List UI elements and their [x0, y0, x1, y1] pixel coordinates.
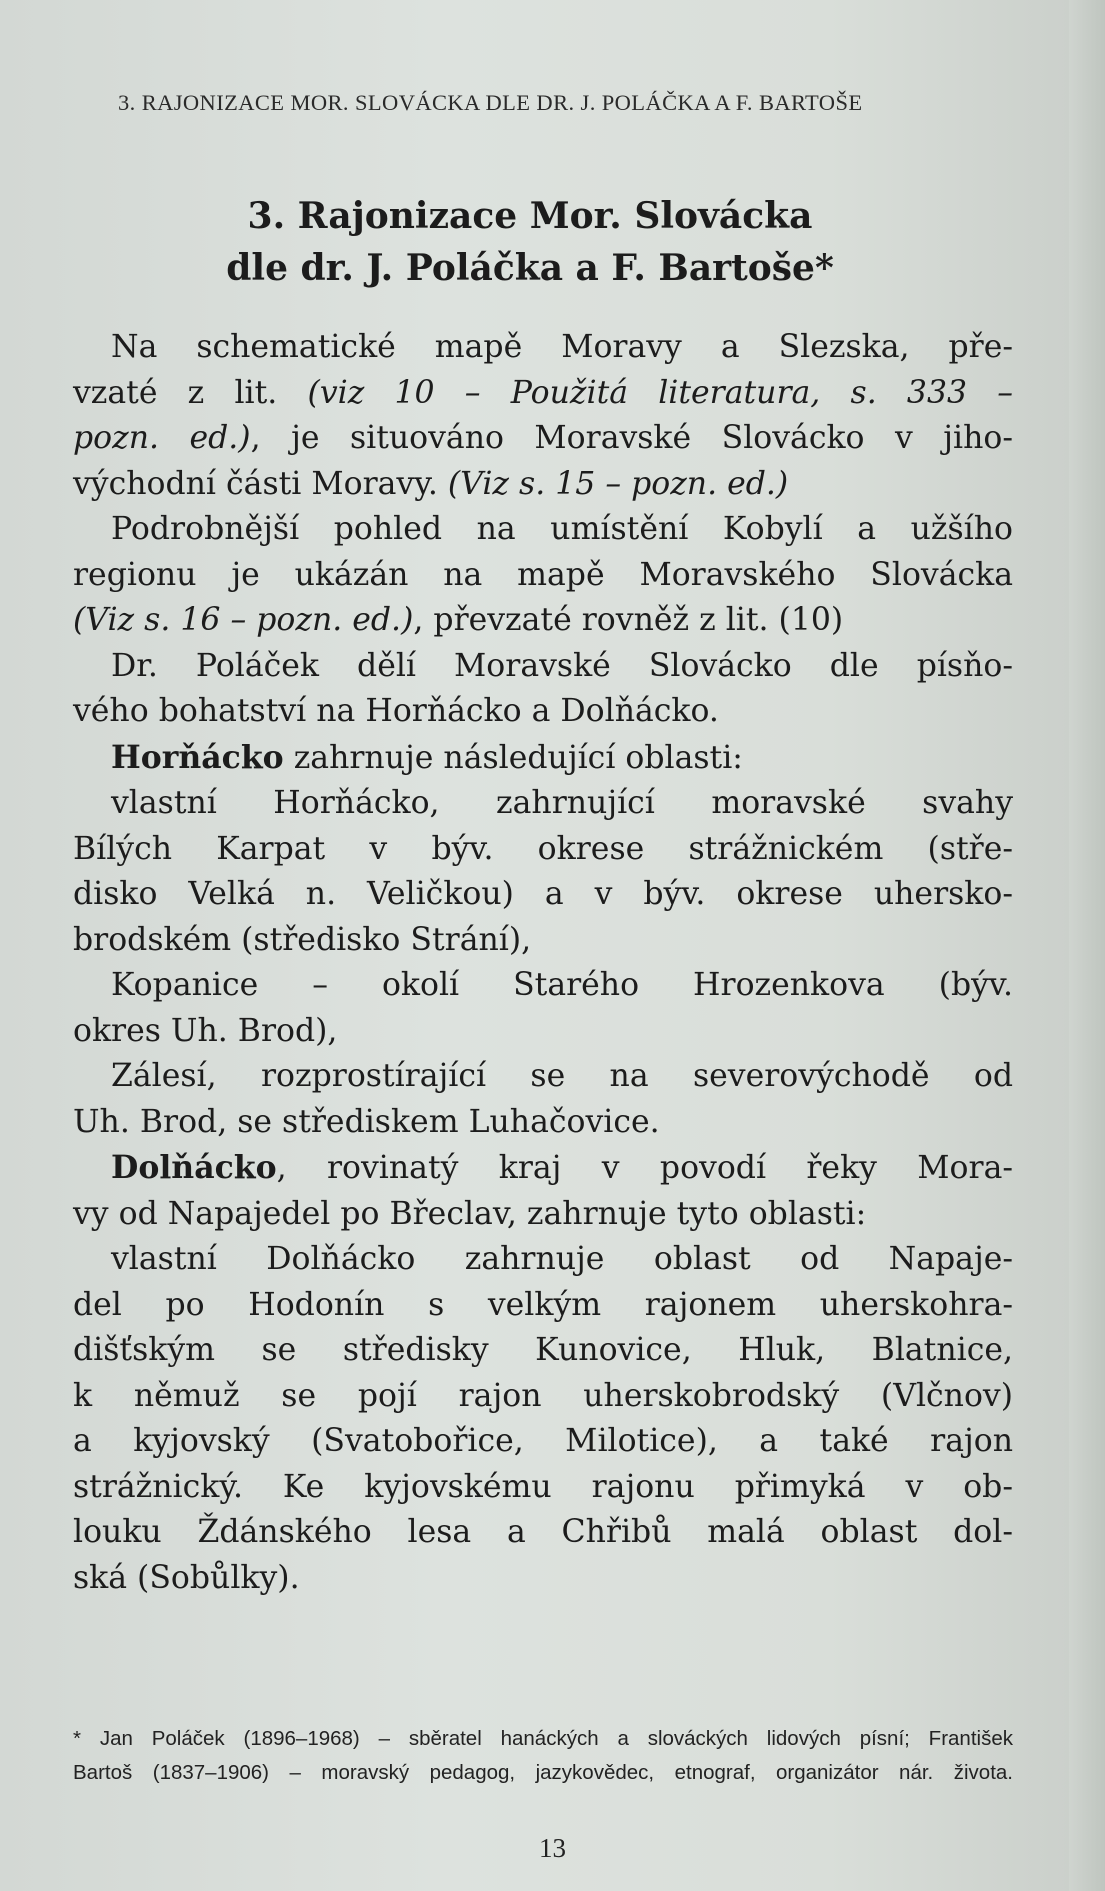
footnote-line-1: * Jan Poláček (1896–1968) – sběratel hanáckých a slováckých lidových písní; František: [73, 1727, 1013, 1750]
page-edge-shadow: [1069, 0, 1105, 1891]
text-line: brodském (středisko Strání),: [73, 921, 532, 958]
chapter-title: [110, 190, 950, 294]
text-line: vy od Napajedel po Břeclav, zahrnuje tyto oblasti:: [73, 1195, 867, 1232]
body-text: [73, 325, 1013, 1601]
text-line: vého bohatství na Horňácko a Dolňácko.: [73, 693, 719, 729]
italic-reference: (Viz s. 15 – pozn. ed.): [447, 465, 789, 502]
footnote: [73, 1722, 1013, 1790]
bold-term: Dolňácko: [111, 1149, 277, 1186]
text-line: [73, 598, 1013, 644]
text-line: louku Ždánského lesa a Chřibů malá oblast dol-: [73, 1514, 1013, 1550]
text-run: východní části Moravy.: [73, 465, 448, 502]
text-line: okres Uh. Brod),: [73, 1012, 338, 1049]
text-line: vlastní Horňácko, zahrnující moravské svahy: [111, 785, 1013, 821]
text-run: , převzaté rovněž z lit. (10): [413, 602, 844, 638]
text-line: [73, 735, 1013, 782]
chapter-title-line-2: dle dr. J. Poláčka a F. Bartoše*: [226, 247, 834, 289]
italic-reference: (viz 10 – Použitá literatura, s. 333 –: [307, 374, 1014, 411]
text-line: Kopanice – okolí Starého Hrozenkova (býv.: [111, 967, 1013, 1003]
text-line: Podrobnější pohled na umístění Kobylí a užšího: [111, 511, 1013, 547]
text-run: , rovinatý kraj v povodí řeky Mora-: [276, 1150, 1013, 1186]
text-line: Uh. Brod, se střediskem Luhačovice.: [73, 1103, 660, 1140]
text-line: Zálesí, rozprostírající se na severovýchodě od: [111, 1058, 1013, 1094]
text-line: Dr. Poláček dělí Moravské Slovácko dle písňo-: [111, 647, 1013, 684]
text-line: [73, 462, 1013, 508]
text-line: [73, 371, 1013, 417]
footnote-line-2: Bartoš (1837–1906) – moravský pedagog, jazykovědec, etnograf, organizátor nár. života.: [73, 1761, 1013, 1784]
italic-reference: pozn. ed.): [73, 420, 251, 456]
text-line: [73, 416, 1013, 462]
chapter-title-line-1: 3. Rajonizace Mor. Slovácka: [247, 195, 813, 237]
text-line: dišťským se středisky Kunovice, Hluk, Blatnice,: [73, 1332, 1013, 1368]
text-line: Na schematické mapě Moravy a Slezska, pře-: [111, 329, 1013, 365]
bold-term: Horňácko: [111, 738, 284, 776]
text-run: , je situováno Moravské Slovácko v jiho-: [250, 420, 1013, 456]
text-line: vlastní Dolňácko zahrnuje oblast od Napaje-: [111, 1241, 1013, 1277]
text-line: disko Velká n. Veličkou) a v býv. okrese uhersko-: [73, 876, 1013, 912]
text-line: a kyjovský (Svatobořice, Milotice), a také rajon: [73, 1423, 1013, 1459]
running-head: 3. RAJONIZACE MOR. SLOVÁCKA DLE DR. J. POLÁČKA A F. BARTOŠE: [118, 90, 863, 115]
text-line: Bílých Karpat v býv. okrese strážnickém (stře-: [73, 830, 1013, 867]
page-number: 13: [539, 1833, 566, 1863]
text-run: vzaté z lit.: [73, 374, 308, 411]
text-run: zahrnuje následující oblasti:: [283, 739, 743, 776]
text-line: [73, 1145, 1013, 1192]
italic-reference: (Viz s. 16 – pozn. ed.): [73, 602, 414, 638]
text-line: strážnický. Ke kyjovskému rajonu přimyká v ob-: [73, 1468, 1013, 1505]
text-line: ská (Sobůlky).: [73, 1559, 300, 1596]
text-line: regionu je ukázán na mapě Moravského Slovácka: [73, 556, 1013, 593]
text-line: del po Hodonín s velkým rajonem uherskohra-: [73, 1286, 1013, 1323]
text-line: k němuž se pojí rajon uherskobrodský (Vlčnov): [73, 1377, 1013, 1414]
